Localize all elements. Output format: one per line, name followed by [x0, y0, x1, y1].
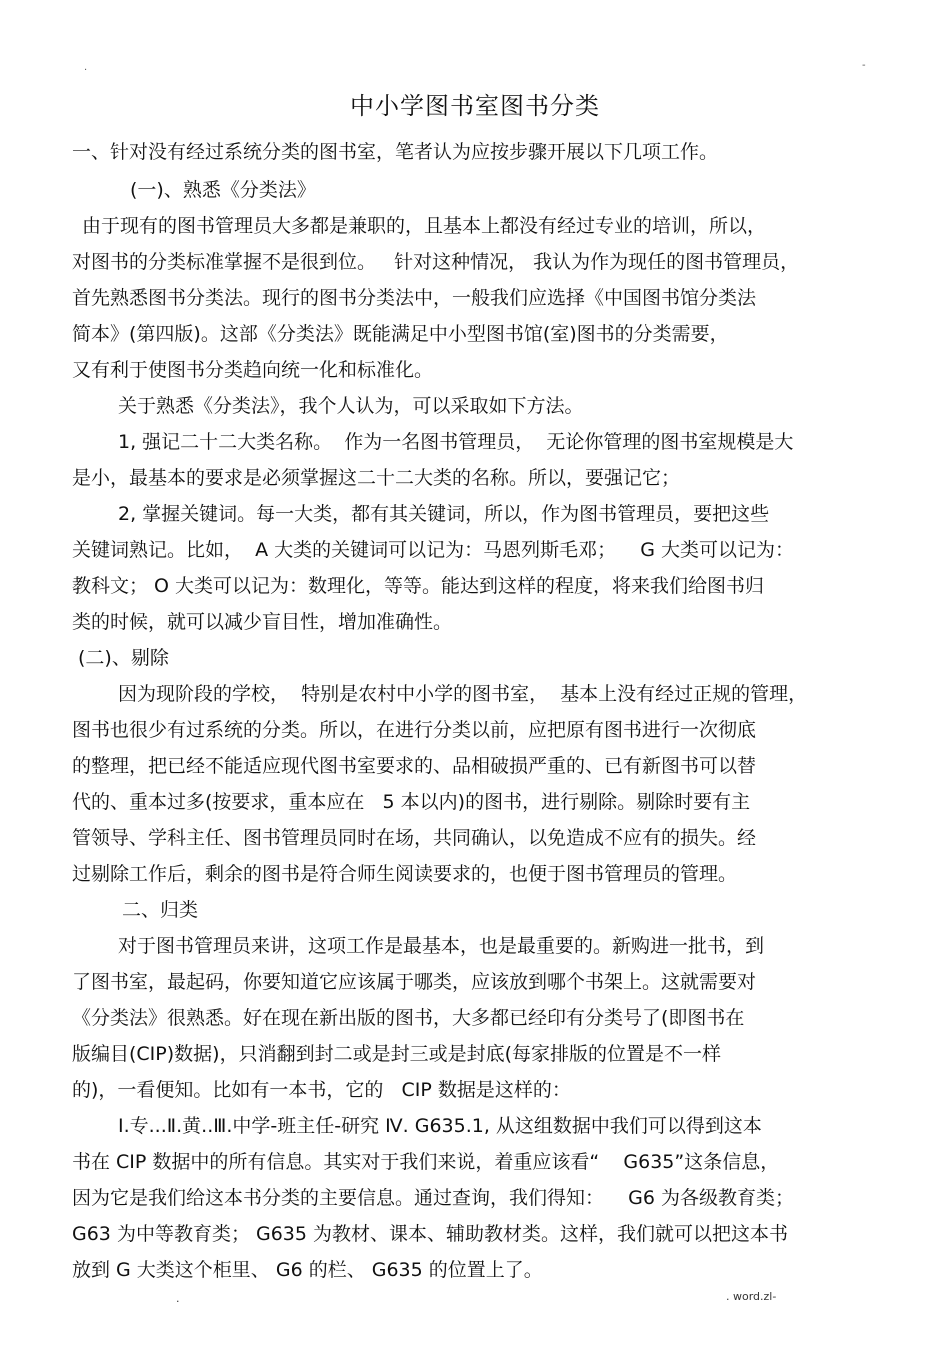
body-line: 1, 强记二十二大类名称。 作为一名图书管理员， 无论你管理的图书室规模是大 — [118, 431, 794, 453]
body-line: 的整理，把已经不能适应现代图书室要求的、品相破损严重的、已有新图书可以替 — [72, 755, 757, 777]
body-line: 图书也很少有过系统的分类。所以，在进行分类以前，应把原有图书进行一次彻底 — [72, 719, 757, 741]
body-line: 关于熟悉《分类法》，我个人认为，可以采取如下方法。 — [118, 395, 584, 417]
body-line: 对于图书管理员来讲，这项工作是最基本，也是最重要的。新购进一批书，到 — [118, 935, 765, 957]
body-line: 《分类法》很熟悉。好在现在新出版的图书，大多都已经印有分类号了(即图书在 — [72, 1007, 745, 1029]
body-line: 简本》(第四版)。这部《分类法》既能满足中小型图书馆(室)图书的分类需要， — [72, 323, 729, 345]
footer-mark: . — [176, 1292, 180, 1305]
body-line: G63 为中等教育类； G635 为教材、课本、辅助教材类。这样，我们就可以把这本书 — [72, 1223, 789, 1245]
page-title: 中小学图书室图书分类 — [350, 92, 600, 120]
section-heading: 二、归类 — [122, 899, 199, 921]
body-line: 了图书室，最起码，你要知道它应该属于哪类，应该放到哪个书架上。这就需要对 — [72, 971, 757, 993]
body-line: 版编目(CIP)数据)，只消翻到封二或是封三或是封底(每家排版的位置是不一样 — [72, 1043, 721, 1065]
body-line: 代的、重本过多(按要求，重本应在 5 本以内)的图书，进行剔除。剔除时要有主 — [72, 791, 751, 813]
body-line: 因为现阶段的学校， 特别是农村中小学的图书室， 基本上没有经过正规的管理， — [118, 683, 808, 705]
body-line: 放到 G 大类这个柜里、 G6 的栏、 G635 的位置上了。 — [72, 1259, 543, 1281]
body-line: 2, 掌握关键词。每一大类，都有其关键词，所以，作为图书管理员，要把这些 — [118, 503, 770, 525]
body-line: 关键词熟记。比如， A 大类的关键词可以记为：马恩列斯毛邓； G 大类可以记为： — [72, 539, 795, 561]
section-heading: (二)、剔除 — [78, 647, 169, 669]
body-line: 是小，最基本的要求是必须掌握这二十二大类的名称。所以，要强记它； — [72, 467, 681, 489]
body-line: 的)，一看便知。比如有一本书，它的 CIP 数据是这样的： — [72, 1079, 571, 1101]
footer-watermark: . word.zl- — [726, 1290, 777, 1303]
body-line: 对图书的分类标准掌握不是很到位。 针对这种情况， 我认为作为现任的图书管理员， — [72, 251, 800, 273]
body-line: 由于现有的图书管理员大多都是兼职的，且基本上都没有经过专业的培训，所以， — [82, 215, 767, 237]
body-line: 一、针对没有经过系统分类的图书室，笔者认为应按步骤开展以下几项工作。 — [72, 141, 719, 163]
corner-mark-left: . — [84, 62, 88, 73]
body-line: 教科文； O 大类可以记为：数理化，等等。能达到这样的程度，将来我们给图书归 — [72, 575, 765, 597]
body-line: 因为它是我们给这本书分类的主要信息。通过查询，我们得知： G6 为各级教育类； — [72, 1187, 795, 1209]
body-line: 类的时候，就可以减少盲目性，增加准确性。 — [72, 611, 453, 633]
corner-mark-right: - — [862, 60, 866, 71]
body-line: 首先熟悉图书分类法。现行的图书分类法中，一般我们应选择《中国图书馆分类法 — [72, 287, 757, 309]
body-line: 管领导、学科主任、图书管理员同时在场，共同确认，以免造成不应有的损失。经 — [72, 827, 757, 849]
section-heading: (一)、熟悉《分类法》 — [130, 179, 316, 201]
body-line: 又有利于使图书分类趋向统一化和标准化。 — [72, 359, 434, 381]
body-line: Ⅰ.专...Ⅱ.黄..Ⅲ.中学-班主任-研究 Ⅳ. G635.1, 从这组数据中我们可以得到这本 — [118, 1115, 762, 1137]
body-line: 过剔除工作后，剩余的图书是符合师生阅读要求的，也便于图书管理员的管理。 — [72, 863, 738, 885]
body-line: 书在 CIP 数据中的所有信息。其实对于我们来说，着重应该看“ G635”这条信息， — [72, 1151, 780, 1173]
